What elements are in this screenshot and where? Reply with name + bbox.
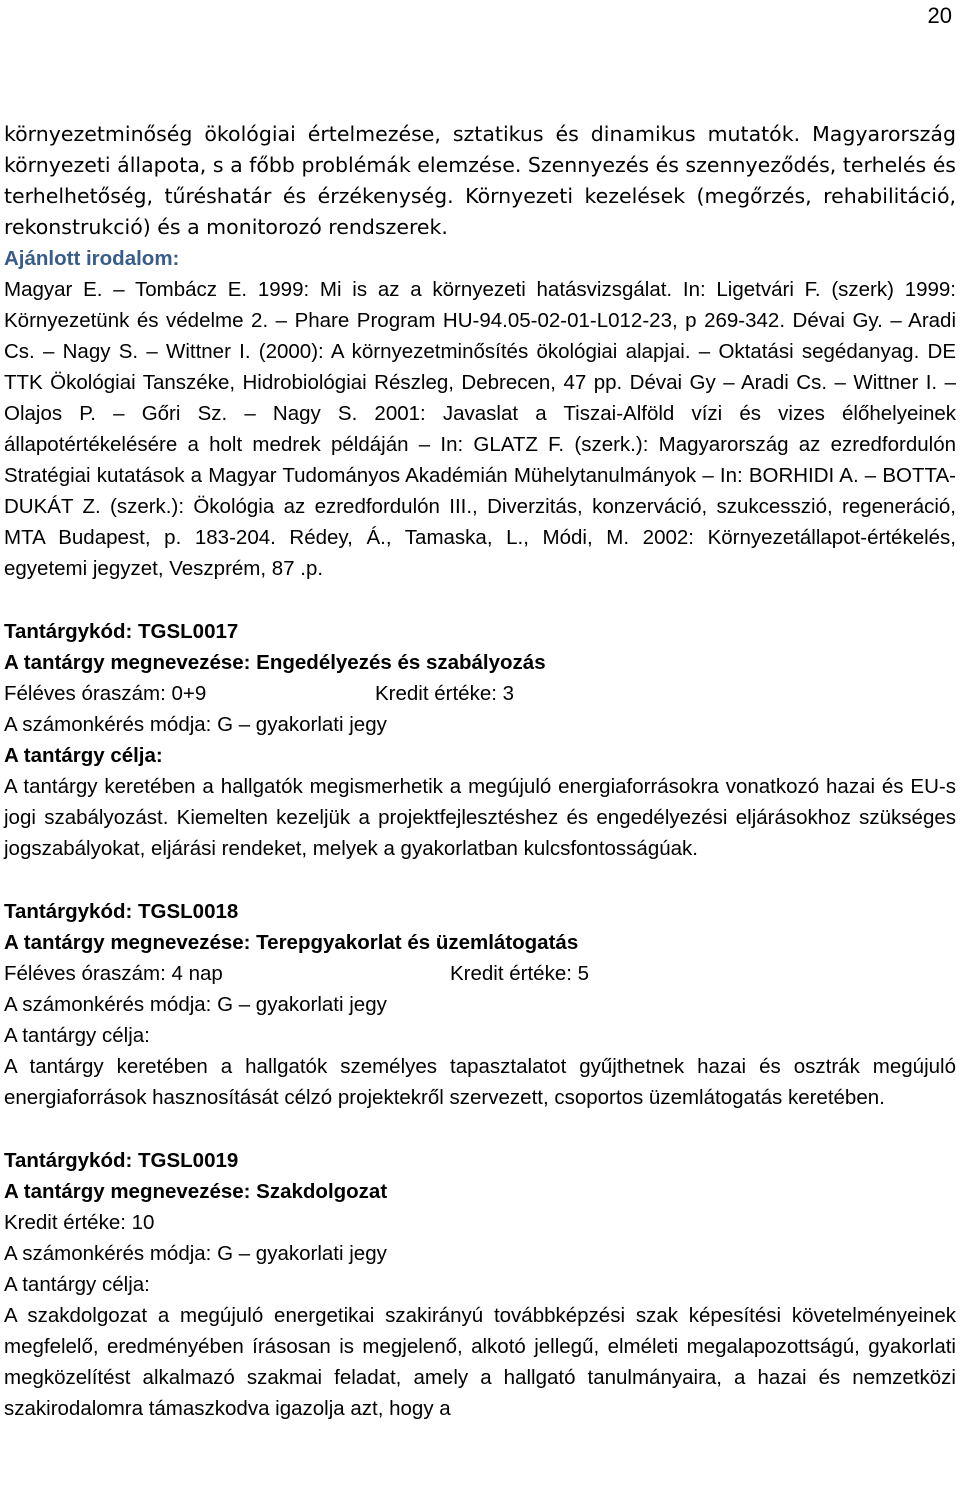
- course-name: [4, 647, 956, 678]
- course-block-tgsl0017: [4, 616, 956, 864]
- course-credit: Kredit értéke: 10: [4, 1211, 155, 1234]
- course-exam: A számonkérés módja: G – gyakorlati jegy: [4, 1242, 387, 1265]
- course-exam: A számonkérés módja: G – gyakorlati jegy: [4, 993, 387, 1016]
- course-goal-label: A tantárgy célja:: [4, 1024, 150, 1047]
- course-name: [4, 1176, 956, 1207]
- literature-heading: Ajánlott irodalom:: [4, 247, 180, 270]
- course-name: [4, 927, 956, 958]
- course-goal-text: A tantárgy keretében a hallgatók személyes tapasztalatot gyűjthetnek hazai és osztrák megújuló energiaforrások hasznosítását célzó projektekről szervezett, csoportos üzemlátogatás keretében.: [4, 1055, 956, 1109]
- page-number: 20: [927, 3, 952, 28]
- course-goal-text: A szakdolgozat a megújuló energetikai szakirányú továbbképzési szak képesítési követelményeinek megfelelő, eredményében írásosan is megjelenő, alkotó jellegű, elméleti megalapozottságú, gyakorlati megközelítést alkalmazó szakmai feladat, amely a hallgató tanulmányaira, a hazai és nemzetközi szakirodalomra támaszkodva igazolja azt, hogy a: [4, 1304, 956, 1420]
- course-credit: Kredit értéke: 5: [450, 962, 590, 985]
- course-code: Tantárgykód: TGSL0018: [4, 900, 239, 923]
- course-block-tgsl0019: [4, 1145, 956, 1424]
- course-hours-row: [4, 678, 956, 709]
- course-credit: Kredit értéke: 3: [375, 682, 515, 705]
- course-block-tgsl0018: [4, 896, 956, 1113]
- course-goal-text: A tantárgy keretében a hallgatók megismerhetik a megújuló energiaforrásokra vonatkozó hazai és EU-s jogi szabályozást. Kiemelten kezeljük a projektfejlesztéshez és engedélyezési eljárásokhoz szükséges jogszabályokat, eljárási rendeket, melyek a gyakorlatban kulcsfontosságúak.: [4, 775, 956, 860]
- intro-paragraph: környezetminőség ökológiai értelmezése, sztatikus és dinamikus mutatók. Magyarország környezeti állapota, s a főbb problémák elemzése. Szennyezés és szennyeződés, terhelés és terhelhetőség, tűréshatár és érzékenység. Környezeti kezelések (megőrzés, rehabilitáció, rekonstrukció) és a monitorozó rendszerek.: [4, 122, 956, 239]
- course-name-value: Engedélyezés és szabályozás: [256, 651, 546, 674]
- course-goal-label: A tantárgy célja:: [4, 1273, 150, 1296]
- course-hours: Féléves óraszám: 4 nap: [4, 962, 223, 985]
- course-code: Tantárgykód: TGSL0019: [4, 1149, 239, 1172]
- course-hours-row: [4, 958, 956, 989]
- course-code: Tantárgykód: TGSL0017: [4, 620, 239, 643]
- references-list: Magyar E. – Tombácz E. 1999: Mi is az a környezeti hatásvizsgálat. In: Ligetvári F. (szerk) 1999: Környezetünk és védelme 2. – Phare Program HU-94.05-02-01-L012-23, p 269-342. Dévai Gy. – Aradi Cs. – Nagy S. – Wittner I. (2000): A környezetminősítés ökológiai alapjai. – Oktatási segédanyag. DE TTK Ökológiai Tanszéke, Hidrobiológiai Részleg, Debrecen, 47 pp. Dévai Gy – Aradi Cs. – Wittner I. – Olajos P. – Gőri Sz. – Nagy S. 2001: Javaslat a Tiszai-Alföld vízi és vizes élőhelyeinek állapotértékelésére a holt medrek példáján – In: GLATZ F. (szerk.): Magyarország az ezredfordulón Stratégiai kutatások a Magyar Tudományos Akadémián Mühelytanulmányok – In: BORHIDI A. – BOTTA-DUKÁT Z. (szerk.): Ökológia az ezredfordulón III., Diverzitás, konzerváció, szukcesszió, regeneráció, MTA Budapest, p. 183-204. Rédey, Á., Tamaska, L., Módi, M. 2002: Környezetállapot-értékelés, egyetemi jegyzet, Veszprém, 87 .p.: [4, 278, 956, 580]
- course-name-value: Szakdolgozat: [256, 1180, 388, 1203]
- course-goal-label: A tantárgy célja:: [4, 744, 163, 767]
- course-name-label: A tantárgy megnevezése:: [4, 1180, 257, 1203]
- course-name-label: A tantárgy megnevezése:: [4, 931, 257, 954]
- page-body: [4, 119, 956, 1424]
- course-hours: Féléves óraszám: 0+9: [4, 682, 207, 705]
- course-name-label: A tantárgy megnevezése:: [4, 651, 257, 674]
- course-name-value: Terepgyakorlat és üzemlátogatás: [256, 931, 579, 954]
- course-exam: A számonkérés módja: G – gyakorlati jegy: [4, 713, 387, 736]
